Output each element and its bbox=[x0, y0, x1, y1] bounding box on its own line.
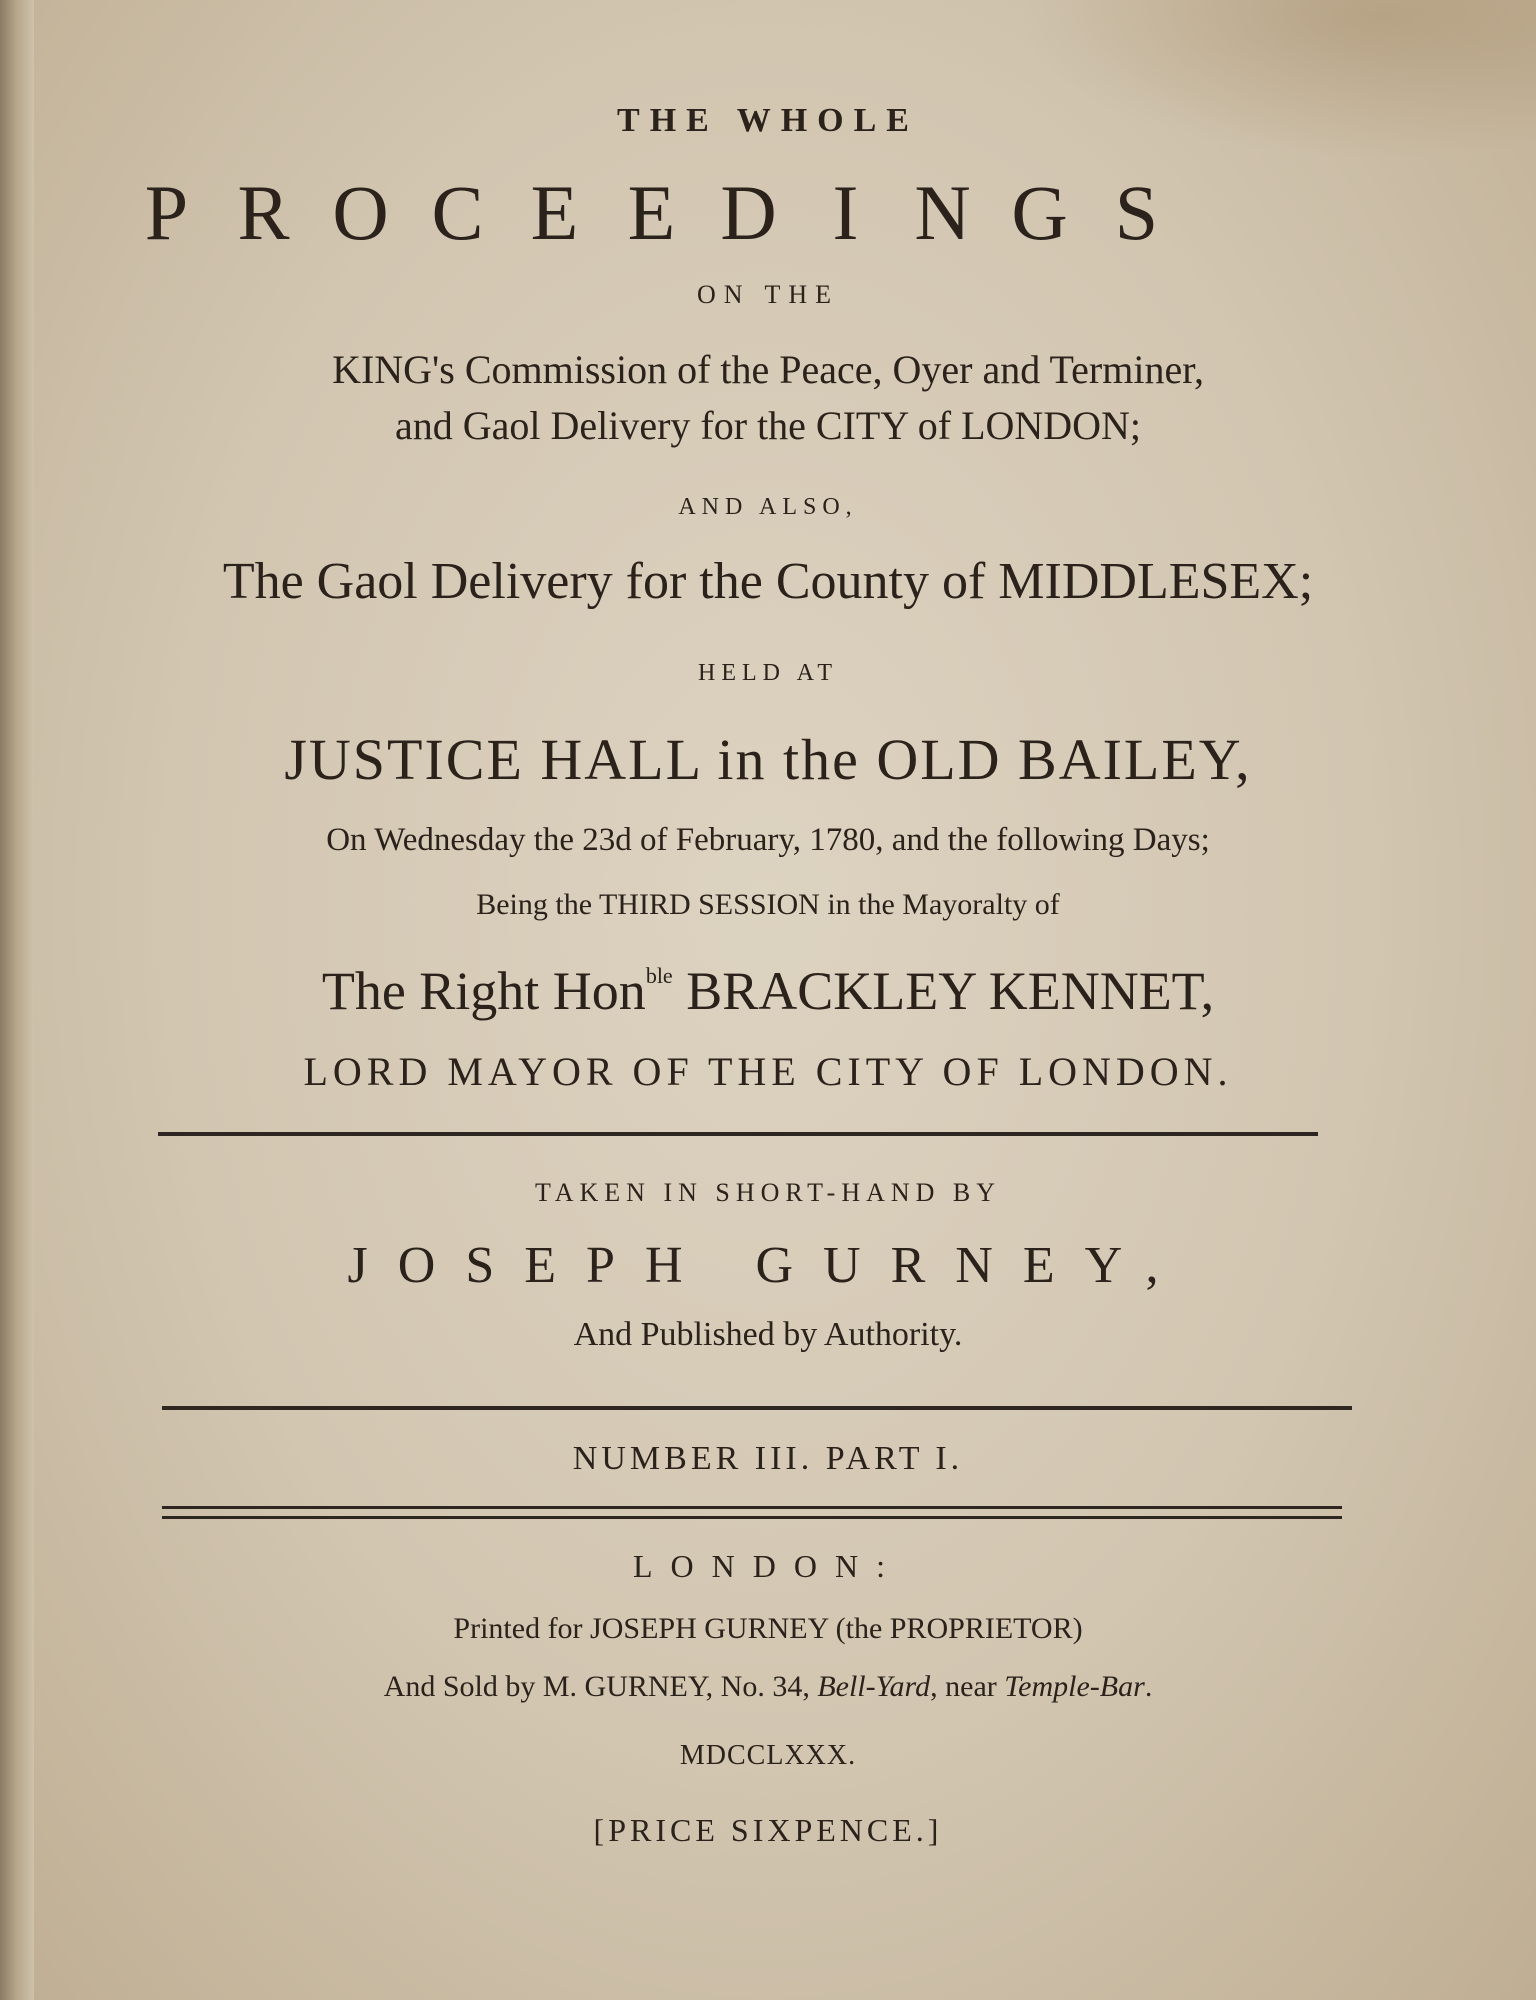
line-joseph-gurney: JOSEPH GURNEY, bbox=[347, 1237, 1189, 1294]
line-sold-by bbox=[0, 1670, 1536, 1704]
line-justice-hall: JUSTICE HALL in the OLD BAILEY, bbox=[284, 727, 1252, 792]
line-lord-mayor: LORD MAYOR OF THE CITY OF LONDON. bbox=[303, 1049, 1233, 1094]
divider-rule bbox=[158, 1132, 1318, 1136]
title-letter: I bbox=[832, 169, 859, 256]
title-letter: S bbox=[1114, 169, 1159, 256]
line-number-part: NUMBER III. PART I. bbox=[572, 1440, 964, 1477]
title-letter: D bbox=[720, 169, 777, 256]
line-held-at: HELD AT bbox=[698, 660, 838, 686]
title-letter: E bbox=[530, 169, 579, 256]
title-letter: N bbox=[914, 169, 971, 256]
title-letter: G bbox=[1011, 169, 1068, 256]
divider-rule bbox=[162, 1406, 1352, 1410]
line-gaol-delivery-london: and Gaol Delivery for the CITY of LONDON; bbox=[394, 403, 1142, 448]
line-third-session: Being the THIRD SESSION in the Mayoralty of bbox=[476, 888, 1060, 921]
line-date-wednesday: On Wednesday the 23d of February, 1780, and the following Days; bbox=[326, 822, 1210, 858]
line-right-honourable bbox=[0, 960, 1536, 1022]
line-london-imprint: LONDON: bbox=[633, 1548, 903, 1584]
line-and-also: AND ALSO, bbox=[678, 494, 858, 520]
line-kings-commission: KING's Commission of the Peace, Oyer and Terminer, bbox=[332, 347, 1204, 392]
line-price: [PRICE SIXPENCE.] bbox=[593, 1812, 943, 1848]
title-letter: P bbox=[144, 169, 189, 256]
title-proceedings bbox=[118, 168, 1282, 258]
line-the-whole: THE WHOLE bbox=[617, 102, 919, 139]
period: . bbox=[1144, 1670, 1153, 1703]
brackley-kennet: BRACKLEY KENNET, bbox=[672, 961, 1215, 1021]
title-letter: O bbox=[332, 169, 389, 256]
bell-yard: Bell-Yard bbox=[817, 1670, 931, 1703]
line-printed-for: Printed for JOSEPH GURNEY (the PROPRIETOR) bbox=[453, 1612, 1083, 1645]
line-on-the: ON THE bbox=[696, 280, 840, 309]
title-letter: E bbox=[627, 169, 676, 256]
title-letter: C bbox=[431, 169, 484, 256]
right-hon-superscript: ble bbox=[645, 963, 673, 988]
near-text: , near bbox=[930, 1670, 1005, 1703]
temple-bar: Temple-Bar bbox=[1004, 1670, 1145, 1703]
line-taken-in-shorthand: TAKEN IN SHORT-HAND BY bbox=[534, 1178, 1002, 1207]
line-year-roman: MDCCLXXX. bbox=[679, 1740, 857, 1771]
right-hon-text: The Right Hon bbox=[321, 961, 646, 1021]
divider-rule bbox=[162, 1506, 1342, 1509]
divider-rule bbox=[162, 1516, 1342, 1519]
title-letter: R bbox=[237, 169, 290, 256]
line-gaol-delivery-middlesex: The Gaol Delivery for the County of MIDDLESEX; bbox=[222, 553, 1314, 610]
line-published-by-authority: And Published by Authority. bbox=[573, 1316, 963, 1353]
sold-by-text: And Sold by M. GURNEY, No. 34, bbox=[383, 1670, 818, 1703]
